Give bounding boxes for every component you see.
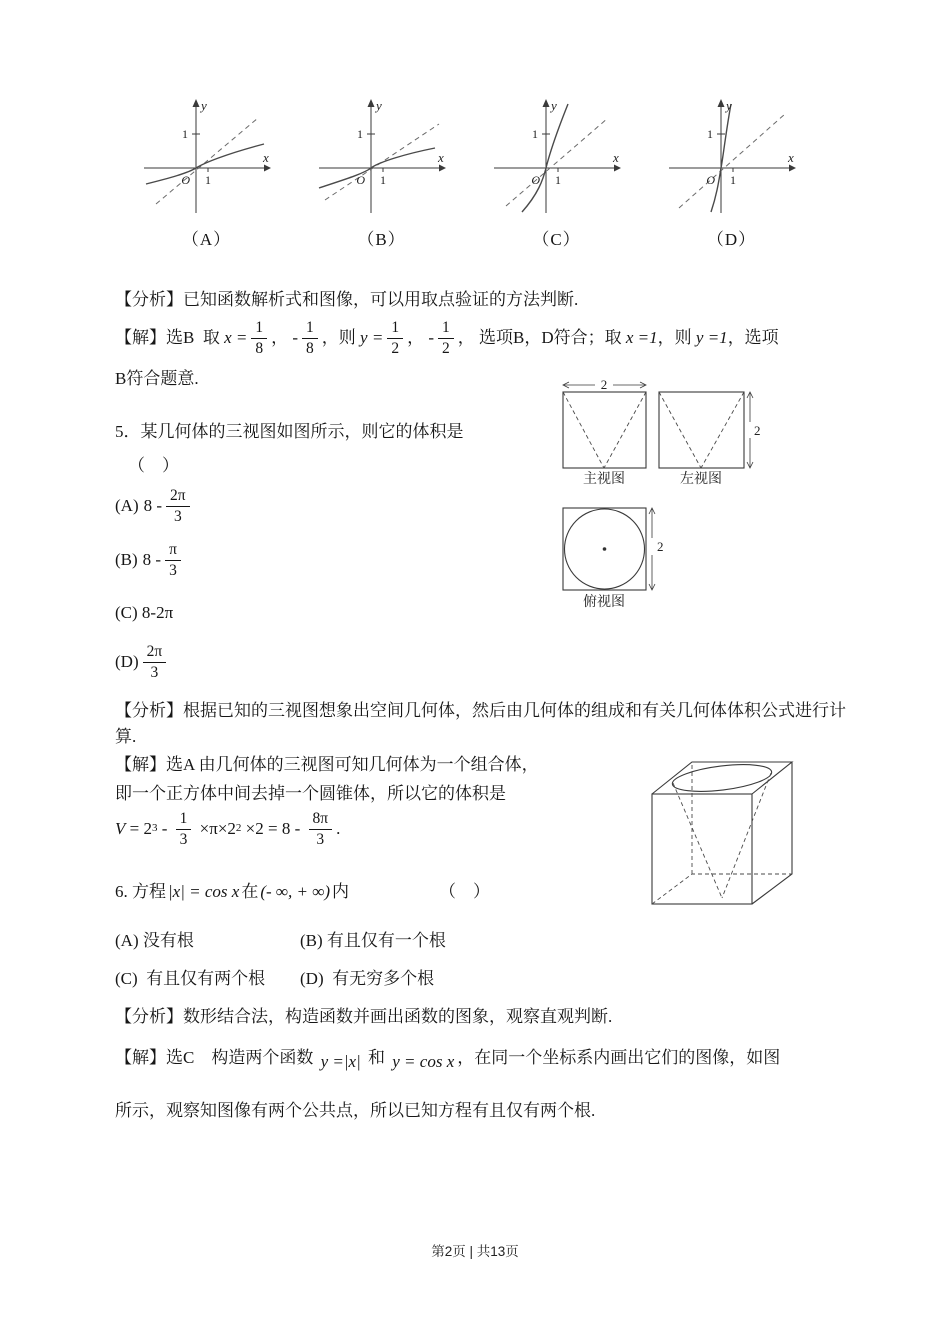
fraction-1-2: $\frac{1}{2}$ bbox=[387, 318, 403, 358]
q5-option-d bbox=[115, 640, 170, 684]
formula-exp3: 3 bbox=[151, 822, 158, 835]
origin-label: O bbox=[706, 173, 715, 187]
cube-cone-figure bbox=[640, 746, 810, 931]
q5-volume-formula bbox=[115, 806, 340, 852]
q5-option-a-pre: 8 - bbox=[143, 495, 163, 515]
q5-analysis: 【分析】根据已知的三视图想象出空间几何体，然后由几何体的组成和有关几何体体积公式进行计算. bbox=[115, 701, 846, 747]
q6-stem-p1: 6. 方程 bbox=[115, 881, 166, 901]
q6-analysis: 【分析】数形结合法，构造函数并画出函数的图象，观察直观判断. bbox=[115, 1007, 613, 1026]
x-tick-1: 1 bbox=[555, 173, 561, 187]
q5-solution-line2: 即一个正方体中间去掉一个圆锥体，所以它的体积是 bbox=[115, 784, 506, 803]
side-view-label: 左视图 bbox=[680, 472, 722, 487]
top-view-dim: 2 bbox=[657, 539, 664, 554]
y-tick-1: 1 bbox=[182, 127, 188, 141]
q4-sol-x1: x =1 bbox=[625, 327, 658, 347]
origin-label: O bbox=[356, 173, 365, 187]
q6-stem-p3: 内 bbox=[332, 881, 350, 901]
q4-sol-comma-minus: ， - bbox=[271, 327, 299, 347]
fraction-1-3: $\frac{1}{3}$ bbox=[176, 809, 192, 849]
graph-d-plot bbox=[663, 96, 798, 216]
graph-b-plot bbox=[313, 96, 448, 216]
q4-sol-y1: y =1 bbox=[695, 327, 728, 347]
q6-sol-p1: 【解】选C 构造两个函数 bbox=[115, 1047, 318, 1067]
q5-option-a-label: (A) bbox=[115, 495, 139, 515]
formula-p1: = 2 bbox=[125, 818, 152, 838]
option-graph-d bbox=[663, 96, 800, 250]
y-axis-label: y bbox=[376, 98, 382, 113]
x-axis-label: x bbox=[438, 150, 444, 165]
q4-sol-comma-minus: ， - bbox=[407, 327, 434, 347]
option-graph-a bbox=[138, 96, 275, 250]
circle-center-dot bbox=[603, 547, 607, 551]
q4-sol-then2: ，则 bbox=[657, 327, 696, 347]
q5-option-b-pre: 8 - bbox=[142, 549, 162, 569]
q4-sol-text2: ， 选项B，D符合；取 bbox=[457, 327, 626, 347]
y-axis-label: y bbox=[726, 98, 732, 113]
q4-analysis: 【分析】已知函数解析式和图像，可以用取点验证的方法判断. bbox=[115, 290, 579, 309]
fraction-pi-3: $\frac{\pi}{3}$ bbox=[165, 540, 181, 580]
q6-solution-line1 bbox=[115, 1040, 780, 1076]
y-axis-label: y bbox=[201, 98, 207, 113]
q6-option-a: (A) 没有根 bbox=[115, 931, 194, 950]
q5-option-b-label: (B) bbox=[115, 549, 138, 569]
q4-sol-y-eq: y = bbox=[360, 327, 384, 347]
front-view bbox=[563, 380, 646, 487]
q4-solution-line1 bbox=[115, 316, 779, 360]
top-view bbox=[563, 508, 664, 610]
q5-stem: 5．某几何体的三视图如图所示，则它的体积是 bbox=[115, 422, 464, 441]
q6-stem bbox=[115, 876, 490, 908]
q5-paren: （ ） bbox=[128, 456, 179, 475]
q4-sol-text: 【解】选B 取 bbox=[115, 327, 225, 347]
formula-p3: ×π×2 bbox=[195, 818, 236, 838]
front-view-label: 主视图 bbox=[583, 472, 625, 487]
q6-sol-p3: ，在同一个坐标系内画出它们的图像，如图 bbox=[457, 1047, 781, 1067]
side-view bbox=[659, 392, 761, 487]
x-axis-label: x bbox=[788, 150, 794, 165]
q4-sol-x-eq: x = bbox=[224, 327, 248, 347]
q6-sol-p2: 和 bbox=[363, 1047, 390, 1067]
formula-p2: - bbox=[157, 818, 172, 838]
formula-p5: . bbox=[336, 818, 341, 838]
x-tick-1: 1 bbox=[205, 173, 211, 187]
origin-label: O bbox=[531, 173, 540, 187]
three-view-figure bbox=[556, 380, 806, 612]
x-axis-label: x bbox=[613, 150, 619, 165]
cone-cutout bbox=[671, 760, 773, 898]
q5-option-a bbox=[115, 484, 194, 528]
formula-exp2: 2 bbox=[235, 822, 242, 835]
q6-stem-interval: (- ∞, + ∞) bbox=[260, 881, 331, 901]
answer-graphs-row bbox=[138, 96, 800, 250]
formula-p4: ×2 = 8 - bbox=[241, 818, 305, 838]
q5-option-c: (C) 8-2π bbox=[115, 603, 174, 622]
q6-stem-equation: |x| = cos x bbox=[168, 881, 240, 901]
graph-c-plot bbox=[488, 96, 623, 216]
option-label-b: （B） bbox=[357, 230, 406, 249]
three-view-diagram bbox=[556, 380, 806, 617]
option-label-a: （A） bbox=[181, 230, 232, 249]
side-view-dim: 2 bbox=[754, 423, 761, 438]
fraction-1-8: $\frac{1}{8}$ bbox=[251, 318, 267, 358]
fraction-1-8: $\frac{1}{8}$ bbox=[302, 318, 318, 358]
q6-sol-abs-x: y =|x| bbox=[320, 1051, 361, 1071]
y-tick-1: 1 bbox=[357, 127, 363, 141]
formula-v: V bbox=[115, 818, 126, 838]
q6-sol-cos-x: y = cos x bbox=[392, 1051, 455, 1071]
q6-option-d: (D) 有无穷多个根 bbox=[300, 969, 435, 988]
option-graph-c bbox=[488, 96, 625, 250]
origin-label: O bbox=[181, 173, 190, 187]
q6-option-b: (B) 有且仅有一个根 bbox=[300, 931, 446, 950]
fraction-2pi-3: $\frac{2\pi}{3}$ bbox=[166, 486, 190, 526]
q5-option-d-label: (D) bbox=[115, 651, 139, 671]
q4-solution-line2: B符合题意. bbox=[115, 369, 199, 388]
q5-option-b bbox=[115, 538, 185, 582]
q6-stem-p2: 在 bbox=[241, 881, 259, 901]
page-footer: 第2页 | 共13页 bbox=[431, 1244, 519, 1259]
q4-sol-then: ，则 bbox=[321, 327, 361, 347]
front-view-dim: 2 bbox=[600, 380, 608, 392]
graph-a-plot bbox=[138, 96, 273, 216]
top-view-label: 俯视图 bbox=[583, 595, 625, 610]
fraction-1-2: $\frac{1}{2}$ bbox=[438, 318, 454, 358]
q6-paren: （ ） bbox=[439, 881, 491, 901]
q6-option-c: (C) 有且仅有两个根 bbox=[115, 969, 266, 988]
y-axis-label: y bbox=[551, 98, 557, 113]
option-label-c: （C） bbox=[532, 230, 581, 249]
q4-sol-text3: ，选项 bbox=[727, 327, 779, 347]
y-tick-1: 1 bbox=[707, 127, 713, 141]
cube-cone-drawing bbox=[640, 746, 810, 926]
fraction-2pi-3: $\frac{2\pi}{3}$ bbox=[143, 642, 167, 682]
x-tick-1: 1 bbox=[730, 173, 736, 187]
x-axis-label: x bbox=[263, 150, 269, 165]
q6-solution-line2: 所示，观察知图像有两个公共点，所以已知方程有且仅有两个根. bbox=[115, 1101, 596, 1120]
y-tick-1: 1 bbox=[532, 127, 538, 141]
q5-solution-line1: 【解】选A 由几何体的三视图可知几何体为一个组合体， bbox=[115, 755, 539, 774]
option-graph-b bbox=[313, 96, 450, 250]
option-label-d: （D） bbox=[706, 230, 757, 249]
x-tick-1: 1 bbox=[380, 173, 386, 187]
fraction-8pi-3: $\frac{8\pi}{3}$ bbox=[309, 809, 333, 849]
